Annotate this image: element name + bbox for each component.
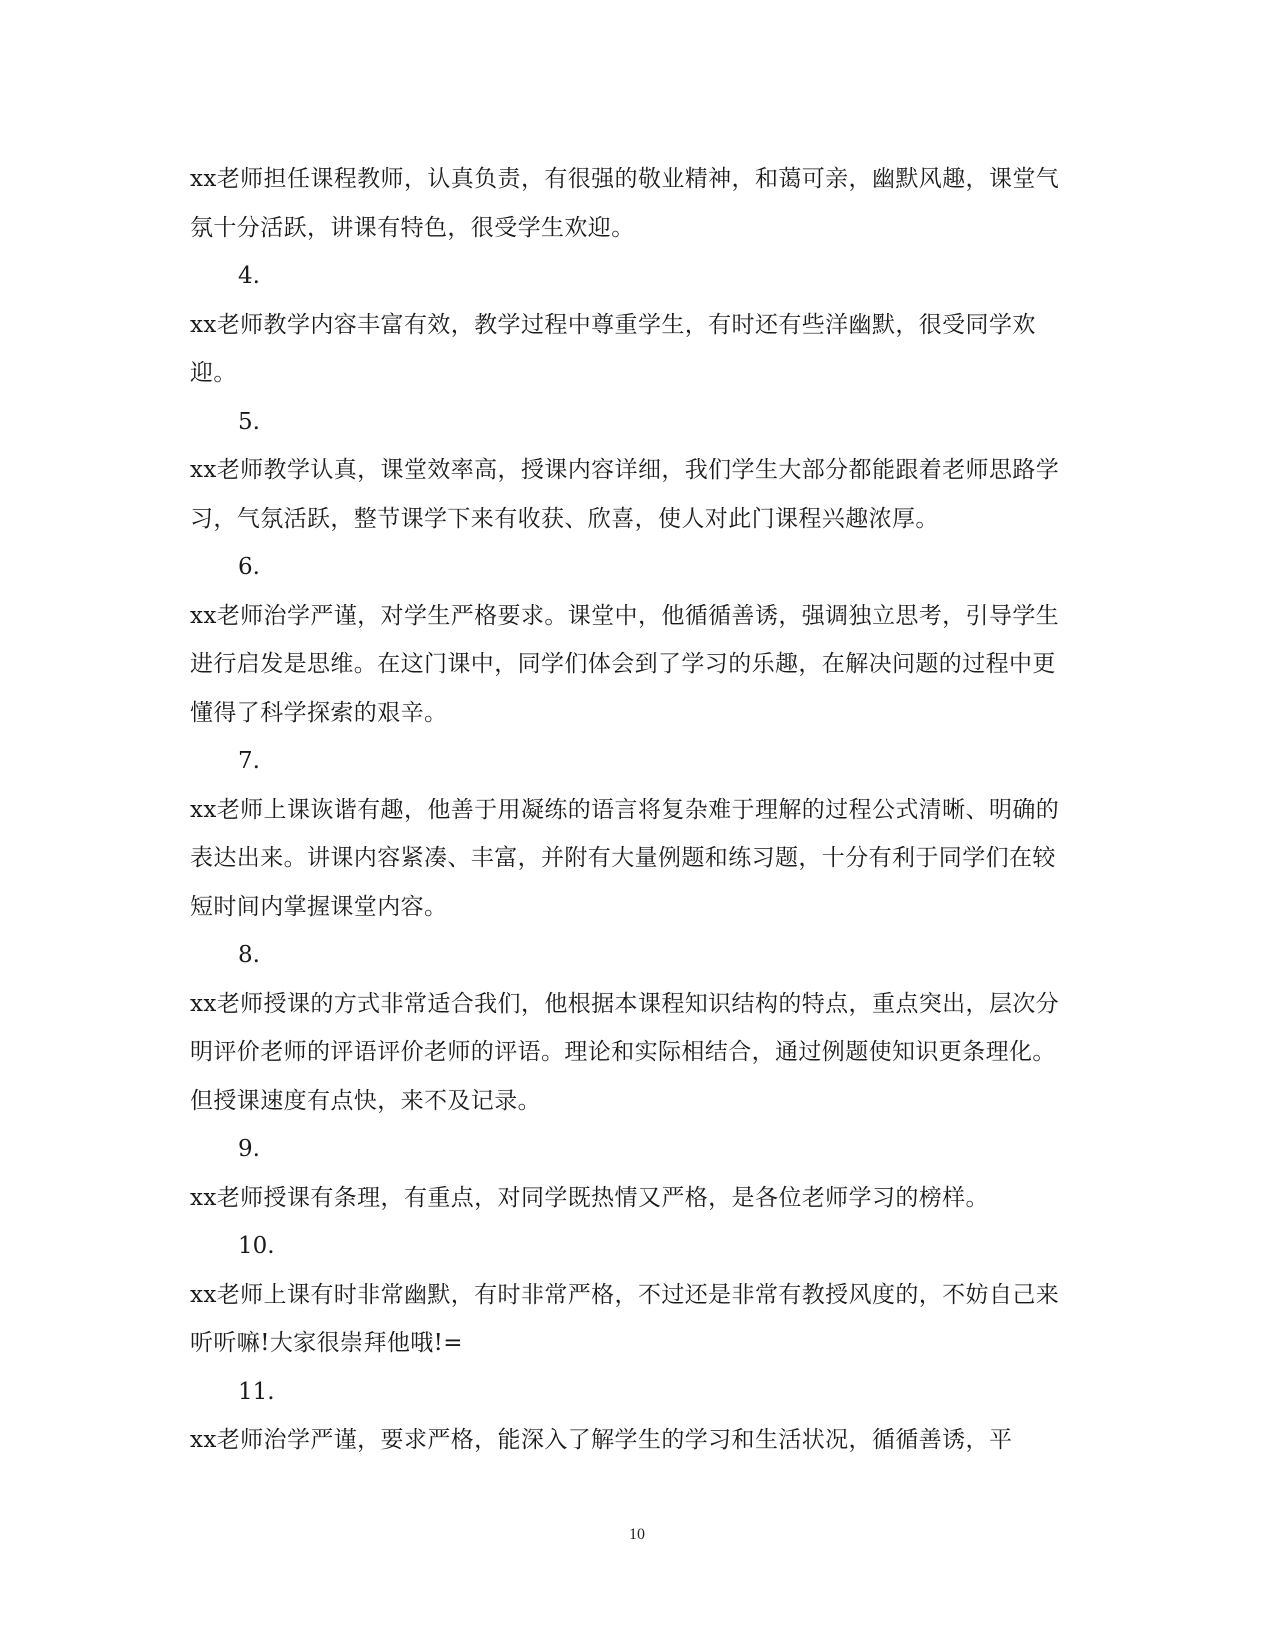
item-number: 8.: [238, 942, 260, 968]
item-number: 9.: [238, 1136, 260, 1162]
paragraph: xx老师教学认真，课堂效率高，授课内容详细，我们学生大部分都能跟着老师思路学习，气氛活跃，整节课学下来有收获、欣喜，使人对此门课程兴趣浓厚。: [190, 457, 1060, 532]
document-body: [190, 155, 1070, 1465]
item-number: 5.: [238, 408, 260, 435]
item-number: 10.: [238, 1233, 275, 1259]
item-number: 4.: [238, 263, 260, 289]
paragraph: xx老师授课有条理，有重点，对同学既热情又严格，是各位老师学习的榜样。: [190, 1184, 989, 1211]
paragraph: xx老师上课诙谐有趣，他善于用凝练的语言将复杂难于理解的过程公式清晰、明确的表达出来。讲课内容紧凑、丰富，并附有大量例题和练习题，十分有利于同学们在较短时间内掌握课堂内容。: [190, 796, 1060, 920]
paragraph: xx老师授课的方式非常适合我们，他根据本课程知识结构的特点，重点突出，层次分明评价老师的评语评价老师的评语。理论和实际相结合，通过例题使知识更条理化。但授课速度有点快，来不及记录。: [190, 990, 1060, 1114]
item-number: 11.: [238, 1378, 275, 1405]
paragraph: xx老师教学内容丰富有效，教学过程中尊重学生，有时还有些洋幽默，很受同学欢迎。: [190, 311, 1036, 386]
item-number: 7.: [238, 748, 260, 774]
paragraph: xx老师担任课程教师，认真负责，有很强的敬业精神，和蔼可亲，幽默风趣，课堂气氛十分活跃，讲课有特色，很受学生欢迎。: [190, 166, 1060, 241]
paragraph: xx老师治学严谨，对学生严格要求。课堂中，他循循善诱，强调独立思考，引导学生进行启发是思维。在这门课中，同学们体会到了学习的乐趣，在解决问题的过程中更懂得了科学探索的艰辛。: [190, 602, 1060, 726]
page-number: 10: [629, 1526, 645, 1543]
paragraph: xx老师上课有时非常幽默，有时非常严格，不过还是非常有教授风度的，不妨自己来听听嘛!大家很崇拜他哦!=: [190, 1281, 1060, 1356]
item-number: 6.: [238, 554, 260, 580]
paragraph: xx老师治学严谨，要求严格，能深入了解学生的学习和生活状况，循循善诱，平: [190, 1427, 1013, 1453]
